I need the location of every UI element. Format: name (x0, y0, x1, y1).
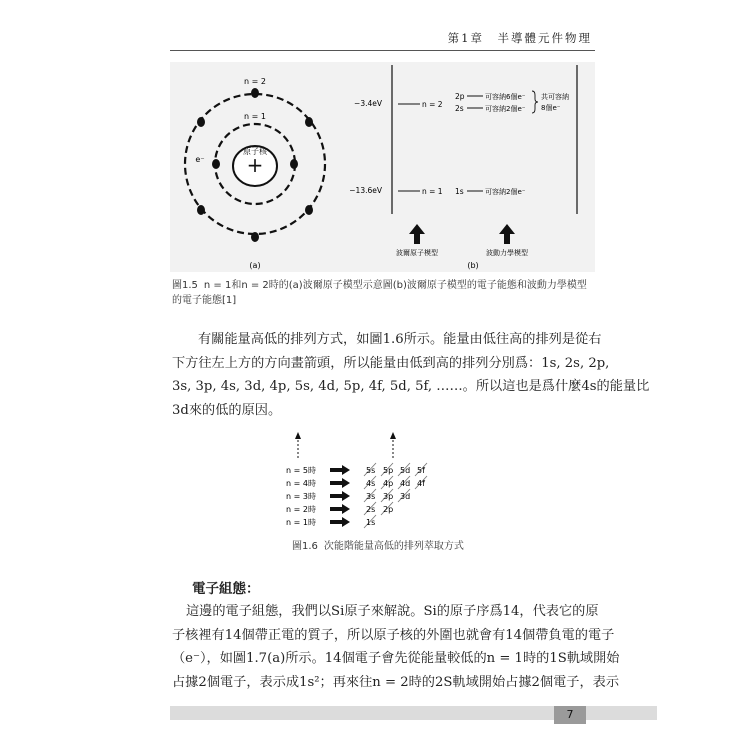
paragraph-energy-order (172, 328, 650, 422)
paragraph-electron-config (172, 600, 620, 694)
orbital-label: 4p (383, 479, 394, 488)
header-rule (170, 50, 595, 51)
orbital-label: 3s (366, 492, 376, 501)
panel-a-label: (a) (249, 261, 261, 270)
orbital-label: 1s (366, 518, 376, 527)
cap-1s-label: 可容納2個e⁻ (485, 188, 526, 196)
text-line: （e⁻），如圖1.7(a)所示。14個電子會先從能量較低的n = 1時的1S軌域開始 (172, 651, 620, 666)
panel-b-label: (b) (467, 261, 479, 270)
chapter-header: 第1章 半導體元件物理 (447, 31, 592, 45)
figure-1-5-caption (172, 278, 592, 308)
orbital-label: 2p (383, 505, 394, 514)
electron-dot (197, 117, 205, 127)
text-line: 這邊的電子組態，我們以Si原子來解說。Si的原子序爲14，代表它的原 (186, 604, 599, 619)
level-row-label: n = 2時 (286, 505, 316, 514)
up-arrow-left (409, 224, 425, 244)
orbital-label: 4d (400, 479, 411, 488)
total-bottom-label: 8個e⁻ (541, 104, 561, 112)
text-line: 3s, 3p, 4s, 3d, 4p, 5s, 4d, 5p, 4f, 5d, 5f, ……。所以這也是爲什麼4s的能量比 (172, 379, 650, 394)
orbital-label: 5d (400, 466, 411, 475)
sub-1s-label: 1s (455, 187, 464, 196)
figure-1-6 (270, 428, 490, 538)
nucleus-label: 原子核 (243, 147, 267, 156)
electron-dot (251, 88, 259, 98)
caption-text: n = 1和n = 2時的(a)波爾原子模型示意圖(b)波爾原子模型的電子能態和波動力學模型的電子能態[1] (172, 280, 587, 306)
page-number: 7 (554, 706, 586, 724)
text-line: 有關能量高低的排列方式，如圖1.6所示。能量由低往高的排列是從右 (198, 332, 602, 347)
sub-2s-label: 2s (455, 104, 464, 113)
row-arrow (330, 504, 350, 514)
level-row-label: n = 1時 (286, 518, 316, 527)
figure-1-5-drawing (170, 62, 595, 272)
electron-dot (305, 117, 313, 127)
orbital-label: 3d (400, 492, 411, 501)
figure-1-6-caption (292, 537, 464, 552)
caption-text: 次能階能量高低的排列萃取方式 (323, 541, 464, 552)
energy-high-label: −3.4eV (354, 99, 382, 108)
electron-dot (212, 159, 220, 169)
level-n1-label: n = 1 (422, 187, 443, 196)
cap-2s-label: 可容納2個e⁻ (485, 105, 526, 113)
level-row-label: n = 3時 (286, 492, 316, 501)
energy-low-label: −13.6eV (349, 186, 382, 195)
caption-number: 圖1.6 (292, 541, 318, 552)
total-top-label: 共可容納 (541, 93, 569, 101)
caption-number: 圖1.5 (172, 280, 198, 291)
sub-2p-label: 2p (455, 92, 465, 101)
level-row-label: n = 5時 (286, 466, 316, 475)
electron-dot (251, 232, 259, 242)
orbit-n1-label: n = 1 (244, 112, 266, 121)
row-arrow (330, 478, 350, 488)
orbital-label: 4s (366, 479, 376, 488)
orbital-label: 5f (417, 466, 425, 475)
text-line: 下方往左上方的方向畫箭頭，所以能量由低到高的排列分別爲：1s, 2s, 2p, (172, 355, 610, 371)
electron-dot (305, 205, 313, 215)
electron-label: e⁻ (195, 155, 205, 164)
section-title: 電子組態： (192, 581, 260, 597)
level-row-label: n = 4時 (286, 479, 316, 488)
row-arrow (330, 465, 350, 475)
figure-1-5 (170, 62, 595, 272)
orbit-n2-label: n = 2 (244, 77, 266, 86)
up-arrow-right (499, 224, 515, 244)
model-left-label: 波爾原子模型 (396, 249, 438, 257)
orbital-grid (364, 463, 427, 528)
electron-dot (197, 205, 205, 215)
orbital-label: 4f (417, 479, 425, 488)
orbital-label: 5p (383, 466, 394, 475)
electron-dot (290, 159, 298, 169)
text-line: 占據2個電子，表示成1s²；再來往n = 2時的2S軌域開始占據2個電子，表示 (172, 674, 620, 690)
orbital-label: 3p (383, 492, 394, 501)
text-line: 子核裡有14個帶正電的質子，所以原子核的外圍也就會有14個帶負電的電子 (172, 627, 615, 643)
nucleus-sign: + (246, 153, 264, 177)
row-arrow (330, 491, 350, 501)
figure-1-6-drawing (270, 428, 490, 538)
orbital-label: 5s (366, 466, 376, 475)
level-n2-label: n = 2 (422, 100, 443, 109)
model-right-label: 波動力學模型 (486, 249, 528, 257)
row-arrow (330, 517, 350, 527)
orbital-label: 2s (366, 505, 376, 514)
text-line: 3d來的低的原因。 (172, 402, 282, 418)
cap-2p-label: 可容納6個e⁻ (485, 93, 526, 101)
level-rows (286, 465, 350, 527)
